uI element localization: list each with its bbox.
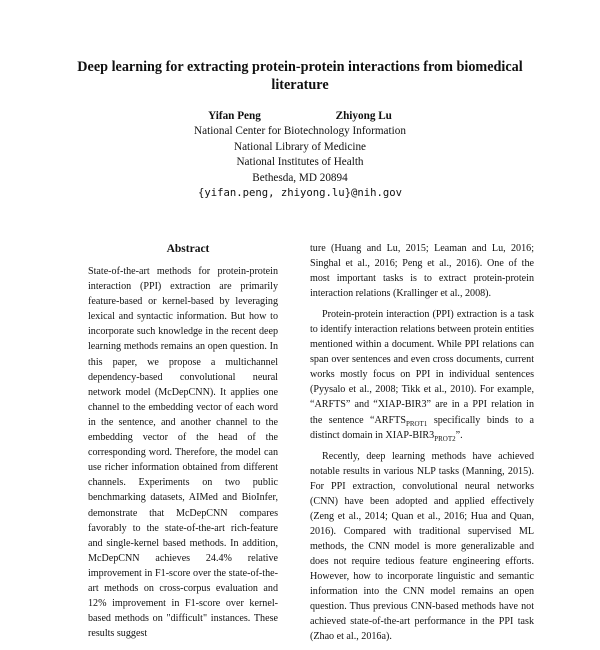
intro-paragraph: Recently, deep learning methods have achieved notable results in various NLP tasks (Manning, 2015). For PPI extraction, convolutional neural networks (CNN) have been adopted and applied effectively (Zeng et al., 2014; Quan et al., 2016; Hua and Quan, 2016). Compared with traditional supervised ML methods, the CNN model is more generalizable and does not require tedious feature engineering efforts. However, how to incorporate linguistic and semantic information into the CNN model remains an open question. Thus previous CNN-based methods have not achieved state-of-the-art performance in the PPI task (Zhao et al., 2016a). <box>310 450 534 643</box>
affiliation-line: Bethesda, MD 20894 <box>252 171 348 184</box>
author-email: {yifan.peng, zhiyong.lu}@nih.gov <box>197 187 403 200</box>
author-name: Yifan Peng <box>208 110 261 122</box>
intro-text: specifically binds to a distinct domain in XIAP-BIR3 <box>310 414 534 441</box>
abstract-body <box>88 264 278 641</box>
abstract-heading: Abstract <box>166 243 210 255</box>
prot1-subscript: PROT1 <box>405 419 428 428</box>
affiliation-line: National Library of Medicine <box>233 140 367 153</box>
intro-text: Protein-protein interaction (PPI) extraction is a task to identify interaction relations between protein entities mentioned within a document. While PPI relations can span over sentences and even cross documents, current works mostly focus on PPI in individual sentences (Pyysalo et al., 2008; Tikk et al., 2010). For example, “ARFTS” and “XIAP-BIR3” are in a PPI relation in the sentence “ARFTS <box>310 309 534 426</box>
intro-text: ”. <box>455 429 463 441</box>
author-block <box>0 109 600 201</box>
abstract-text: State-of-the-art methods for protein-protein interaction (PPI) extraction are primarily feature-based or kernel-based by leveraging lexical and syntactic information. But how to incorporate such knowledge in the recent deep learning methods remains an open question. In this paper, we propose a multichannel dependency-based convolutional neural network model (McDepCNN). It applies one channel to the embedding vector of each word in the sentence, and another channel to the embedding vector of the head of the corresponding word. Therefore, the model can use richer information obtained from different channels. Experiments on two public benchmarking datasets, AIMed and BioInfer, demonstrate that McDepCNN compares favorably to the state-of-the-art rich-feature and single-kernel based methods. In addition, McDepCNN achieves 24.4% relative improvement in F1-score over the state-of-the-art methods on cross-corpus evaluation and 12% improvement in F1-score over kernel-based methods on "difficult" instances. These results suggest <box>88 266 278 640</box>
intro-column <box>310 241 534 650</box>
affiliation-line: National Center for Biotechnology Information <box>194 125 406 138</box>
prot2-subscript: PROT2 <box>434 434 456 443</box>
author-name: Zhiyong Lu <box>335 110 392 122</box>
intro-paragraph: ture (Huang and Lu, 2015; Leaman and Lu, 2016; Singhal et al., 2016; Peng et al., 2016). One of the most important tasks is to extract protein-protein interaction relations (Krallinger et al., 2008). <box>310 243 534 300</box>
paper-title: Deep learning for extracting protein-protein interactions from biomedical literature <box>77 59 523 93</box>
affiliation-line: National Institutes of Health <box>236 156 364 169</box>
author-names <box>0 109 600 124</box>
intro-paragraph <box>310 307 534 442</box>
